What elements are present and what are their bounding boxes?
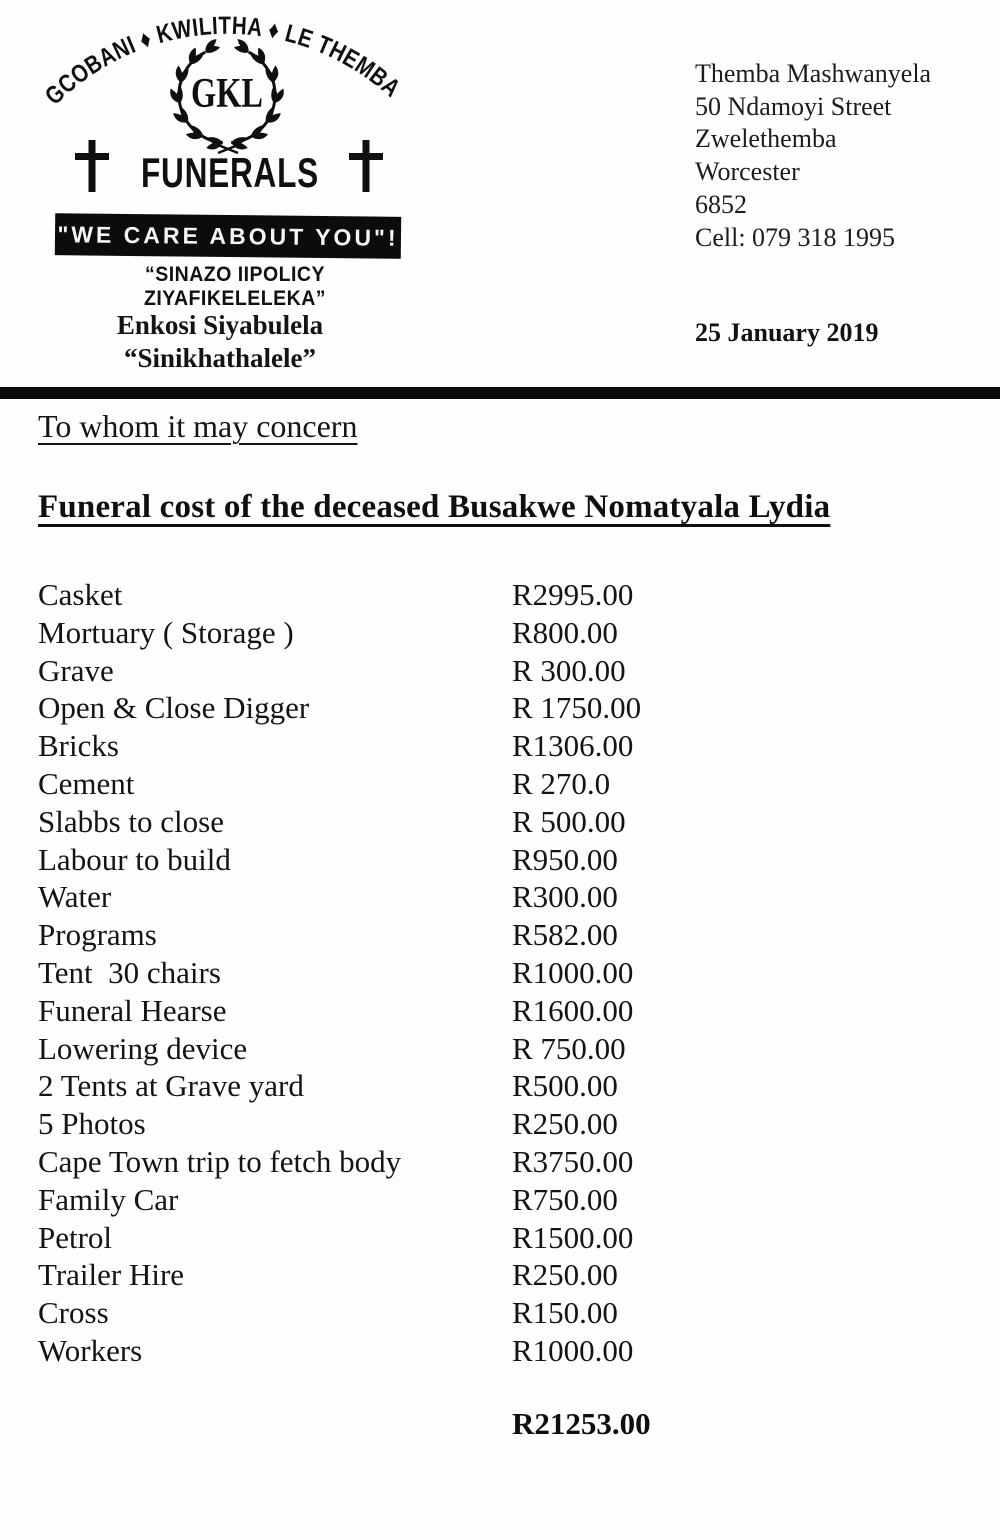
cost-item-row [38, 803, 962, 841]
logo-arc-text: GCOBANI ♦ KWILITHA ♦ LE THEMBA [40, 11, 409, 111]
cost-item-price: R582.00 [512, 917, 618, 953]
thanks-lines [40, 309, 400, 375]
gkl-funerals-logo [40, 6, 460, 210]
cost-item-price: R2995.00 [512, 577, 634, 612]
cost-item-label: Bricks [38, 728, 119, 764]
total-amount: R21253.00 [512, 1406, 651, 1441]
cost-item-price: R1600.00 [512, 992, 634, 1028]
cost-item-row [38, 1105, 962, 1143]
cost-item-row [38, 614, 962, 652]
cost-item-price: R 270.0 [512, 765, 611, 801]
cost-item-label: Open & Close Digger [38, 690, 310, 726]
cost-item-row [38, 1067, 962, 1105]
cost-item-price: R 750.00 [512, 1030, 626, 1066]
cost-item-label: Workers [38, 1332, 143, 1368]
sender-address-line: Zwelethemba [695, 124, 837, 154]
cost-item-label: Tent 30 chairs [38, 954, 221, 990]
cost-item-row [38, 652, 962, 690]
cost-item-price: R250.00 [512, 1257, 618, 1293]
cost-item-label: Lowering device [38, 1030, 248, 1066]
salutation: To whom it may concern [38, 408, 358, 444]
cost-item-row [38, 1219, 962, 1257]
cost-item-price: R 500.00 [512, 803, 626, 839]
cost-item-row [38, 1332, 962, 1370]
sender-address-line: Worcester [695, 157, 800, 187]
cost-items-list [38, 576, 962, 1370]
cost-item-price: R1306.00 [512, 728, 634, 764]
cost-item-row [38, 1256, 962, 1294]
cost-item-label: Cement [38, 765, 135, 801]
cross-icon-right [349, 140, 383, 192]
cost-item-price: R 300.00 [512, 652, 626, 688]
funeral-home-letterhead [40, 6, 460, 386]
sender-address-line: Themba Mashwanyela [695, 59, 932, 88]
cost-item-row [38, 1294, 962, 1332]
cost-item-price: R800.00 [512, 614, 618, 650]
cost-item-label: Cross [38, 1295, 109, 1331]
cost-item-row [38, 841, 962, 879]
policy-slogan: “SINAZO IIPOLICY ZIYAFIKELELEKA” [143, 263, 327, 310]
cost-item-row [38, 1030, 962, 1068]
cost-item-label: Cape Town trip to fetch body [38, 1143, 402, 1179]
cost-item-price: R250.00 [512, 1106, 618, 1142]
cost-item-row [38, 992, 962, 1030]
cost-item-row [38, 727, 962, 765]
cost-item-label: Mortuary ( Storage ) [38, 614, 294, 650]
cost-item-price: R1500.00 [512, 1219, 634, 1255]
cost-item-label: Trailer Hire [38, 1257, 185, 1293]
cost-item-price: R150.00 [512, 1295, 618, 1331]
sender-address-block [695, 58, 931, 254]
sender-address-line: 50 Ndamoyi Street [695, 91, 892, 121]
horizontal-divider [0, 387, 1000, 399]
cost-item-row [38, 1143, 962, 1181]
cost-item-row [38, 878, 962, 916]
cost-item-label: Labour to build [38, 841, 231, 877]
thanks-line-1: Enkosi Siyabulela [116, 310, 324, 340]
cost-item-label: Family Car [38, 1181, 179, 1217]
cost-item-row [38, 765, 962, 803]
cost-item-price: R950.00 [512, 841, 618, 877]
cost-item-row [38, 954, 962, 992]
cost-item-price: R3750.00 [512, 1143, 634, 1179]
subject-heading: Funeral cost of the deceased Busakwe Nomatyala Lydia [38, 489, 831, 525]
cost-item-price: R 1750.00 [512, 690, 642, 726]
cost-item-row [38, 916, 962, 954]
letter-date: 25 January 2019 [695, 318, 879, 347]
cost-item-row [38, 1181, 962, 1219]
sender-address-line: Cell: 079 318 1995 [695, 222, 896, 252]
cost-item-label: 5 Photos [38, 1106, 146, 1142]
cross-icon-left [75, 140, 109, 192]
thanks-line-2: “Sinikhathalele” [123, 343, 317, 373]
logo-monogram: GKL [191, 71, 263, 117]
cost-item-label: Grave [38, 652, 114, 688]
cost-item-label: Water [38, 879, 112, 915]
cost-item-price: R750.00 [512, 1181, 618, 1217]
cost-item-label: Petrol [38, 1219, 113, 1255]
cost-item-price: R1000.00 [512, 954, 634, 990]
we-care-banner: "WE CARE ABOUT YOU"! [55, 213, 401, 259]
cost-item-label: Slabbs to close [38, 803, 224, 839]
cost-item-label: Programs [38, 917, 157, 953]
logo-brand-wordmark: FUNERALS [141, 149, 319, 196]
cost-item-price: R500.00 [512, 1068, 618, 1104]
cost-item-row [38, 576, 962, 614]
cost-item-row [38, 689, 962, 727]
cost-item-label: Funeral Hearse [38, 992, 227, 1028]
cost-item-price: R300.00 [512, 879, 618, 915]
sender-address-line: 6852 [695, 189, 747, 219]
cost-item-label: Casket [38, 577, 123, 612]
cost-item-label: 2 Tents at Grave yard [38, 1068, 304, 1104]
cost-item-price: R1000.00 [512, 1332, 634, 1368]
